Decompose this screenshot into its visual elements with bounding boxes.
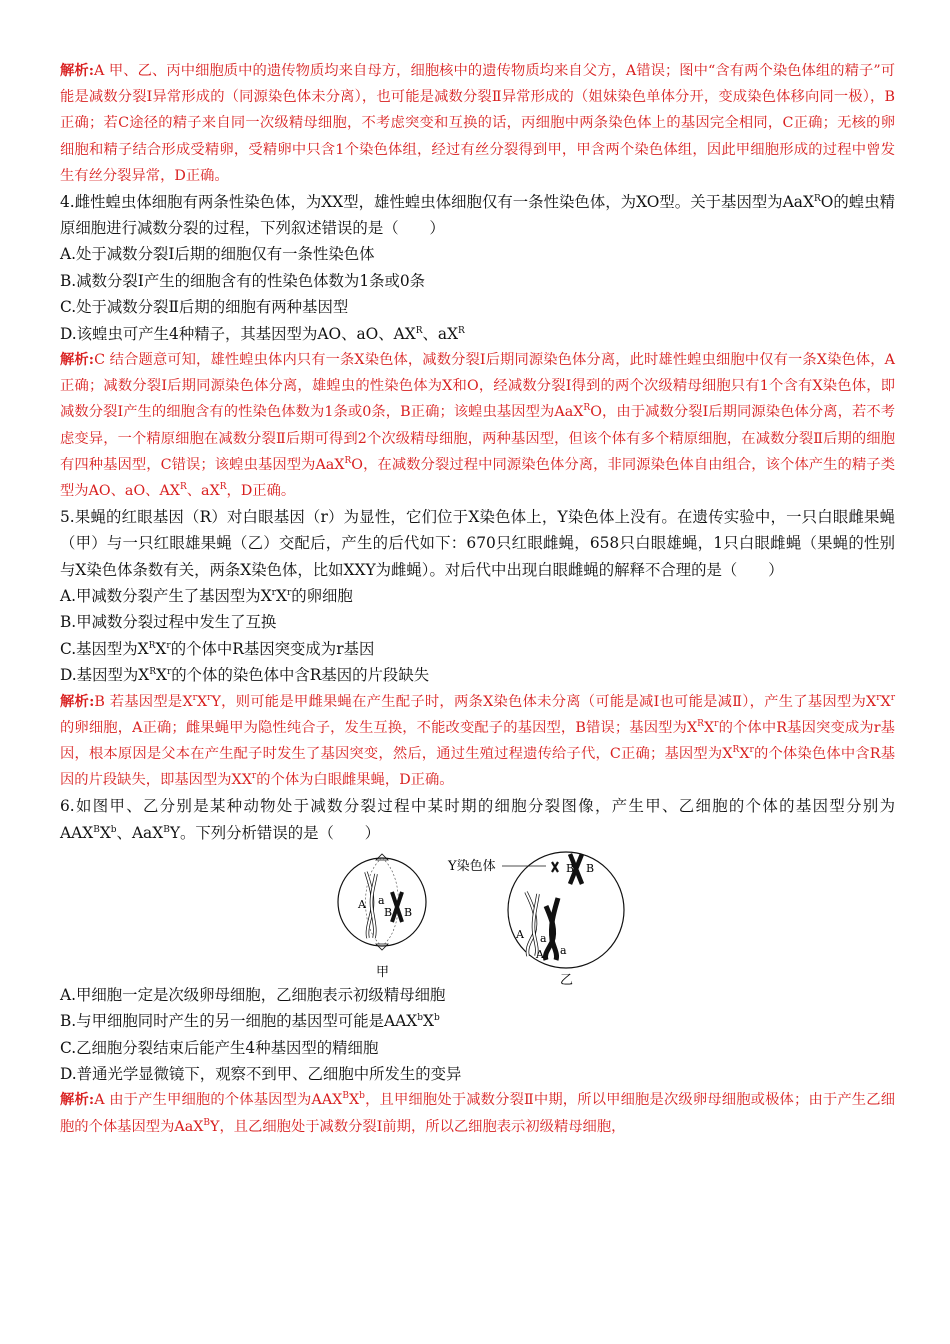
answer-label: 解析: [60,1092,95,1109]
gene-label-B: B [384,905,393,919]
answer-explanation [60,58,895,189]
answer-text: C 结合题意可知，雄性蝗虫体内只有一条X染色体，减数分裂Ⅰ后期同源染色体分离，此时雄性蝗虫细胞中仅有一条X染色体，A正确；减数分裂Ⅰ后期同源染色体分离，雄蝗虫的性染色体为X和O，经减数分裂Ⅰ得到的两个次级精母细胞只有1个含有X染色体，即减数分裂Ⅰ产生的细胞含有的性染色体数为1条或0条，B正确；该蝗虫基因型为AaX$^R$O，由于减数分裂Ⅰ后期同源染色体分离，若不考虑变异，一个精原细胞在减数分裂Ⅱ后期可得到2个次级精母细胞，两种基因型，但该个体有多个精原细胞，在减数分裂Ⅱ后期的细胞有四种基因型，C错误；该蝗虫基因型为AaX$^R$O，在减数分裂过程中同源染色体分离，非同源染色体自由组合，该个体产生的精子类型为AO、aO、$AX^R$、$aX^R$，D正确。 [60,352,895,500]
answer-text: A 由于产生甲细胞的个体基因型为$AAX^BX^b$，且甲细胞处于减数分裂Ⅱ中期，所以甲细胞是次级卵母细胞或极体；由于产生乙细胞的个体基因型为AaX$^B$Y，且乙细胞处于减数分裂Ⅰ前期，所以乙细胞表示初级精母细胞， [60,1091,895,1135]
cell-yi-label: 乙 [560,972,574,988]
cell-jia-diagram [338,854,426,980]
gene-label-B-3: B [566,861,575,875]
cell-diagram [330,850,630,988]
answer-option: D.该蝗虫可产生4种精子，其基因型为AO、aO、$AX^R$、$aX^R$ [60,324,465,343]
gene-label-A: A [358,897,366,911]
answer-option: A.处于减数分裂Ⅰ后期的细胞仅有一条性染色体 [60,245,375,264]
answer-explanation [60,347,895,504]
answer-option: C.乙细胞分裂结束后能产生4种基因型的精细胞 [60,1038,379,1057]
answer-option: D.普通光学显微镜下，观察不到甲、乙细胞中所发生的变异 [60,1064,462,1083]
question-stem: 4.雌性蝗虫体细胞有两条性染色体，为XX型，雄性蝗虫体细胞仅有一条性染色体，为XO型。关于基因型为AaX$^R$O的蝗虫精原细胞进行减数分裂的过程，下列叙述错误的是（ ） [60,193,896,238]
cell-jia-label: 甲 [376,964,390,980]
answer-label: 解析: [60,693,95,710]
answer-option: B.减数分裂Ⅰ产生的细胞含有的性染色体数为1条或0条 [60,271,426,290]
answer-option: B.甲减数分裂过程中发生了互换 [60,613,277,632]
answer-text: A 甲、乙、丙中细胞质中的遗传物质均来自母方，细胞核中的遗传物质均来自父方，A错误；图中“含有两个染色体组的精子”可能是减数分裂Ⅰ异常形成的（同源染色体未分离），也可能是减数分裂Ⅱ异常形成的（姐妹染色单体分开，变成染色体移向同一极），B正确；若C途径的精子来自同一次级精母细胞，不考虑突变和互换的话，丙细胞中两条染色体上的基因完全相同，C正确；无核的卵细胞和精子结合形成受精卵，受精卵中只含1个染色体组，经过有丝分裂得到甲，甲含两个染色体组，因此甲细胞形成的过程中曾发生有丝分裂异常，D正确。 [60,63,895,184]
gene-label-a-2: a [540,931,547,945]
answer-label: 解析: [60,352,95,369]
answer-option: A.甲减数分裂产生了基因型为$X^rX^r$的卵细胞 [60,586,353,605]
document-page [60,58,895,1140]
gene-label-a-3: a [560,943,567,957]
answer-option: C.处于减数分裂Ⅱ后期的细胞有两种基因型 [60,298,349,317]
gene-label-A-3: A [536,947,544,961]
gene-label-B-2: B [404,905,413,919]
cell-division-figure [60,850,895,988]
answer-option: B.与甲细胞同时产生的另一细胞的基因型可能是$AAX^bX^b$ [60,1012,440,1031]
question-stem: 5.果蝇的红眼基因（R）对白眼基因（r）为显性，它们位于X染色体上，Y染色体上没有。在遗传实验中，一只白眼雌果蝇（甲）与一只红眼雄果蝇（乙）交配后，产生的后代如下：670只红眼雌蝇，658只白眼雄蝇，1只白眼雌蝇（果蝇的性别与X染色体条数有关，两条X染色体，比如XXY为雌蝇）。对后代中出现白眼雌蝇的解释不合理的是（ ） [60,508,895,579]
answer-option: C.基因型为$X^RX^r$的个体中R基因突变成为r基因 [60,639,375,658]
question-stem: 6.如图甲、乙分别是某种动物处于减数分裂过程中某时期的细胞分裂图像，产生甲、乙细胞的个体的基因型分别为$AAX^BX^b$、AaX$^B$Y。下列分析错误的是（ ） [60,797,895,842]
cell-yi-diagram [447,852,624,988]
answer-explanation [60,1087,895,1139]
y-chromosome-label: Y染色体 [448,858,496,874]
answer-option: A.甲细胞一定是次级卵母细胞，乙细胞表示初级精母细胞 [60,985,446,1004]
answer-text: B 若基因型是$X^rX^rY$，则可能是甲雌果蝇在产生配子时，两条X染色体未分离（可能是减Ⅰ也可能是减Ⅱ），产生了基因型为$X^rX^r$的卵细胞，A正确；雌果蝇甲为隐性纯合子，发生互换，不能改变配子的基因型，B错误；基因型为$X^RX^r$的个体中R基因突变成为r基因，根本原因是父本在产生配子时发生了基因突变，然后，通过生殖过程遗传给子代，C正确；基因型为$X^RX^r$的个体染色体中含R基因的片段缺失，即基因型为$XX^r$的个体为白眼雌果蝇，D正确。 [60,692,895,789]
gene-label-A-2: A [516,927,524,941]
gene-label-B-4: B [586,861,595,875]
answer-label: 解析: [60,63,94,79]
answer-option: D.基因型为$X^RX^r$的个体的染色体中含R基因的片段缺失 [60,666,430,685]
answer-explanation [60,689,895,794]
gene-label-a: a [378,893,385,907]
